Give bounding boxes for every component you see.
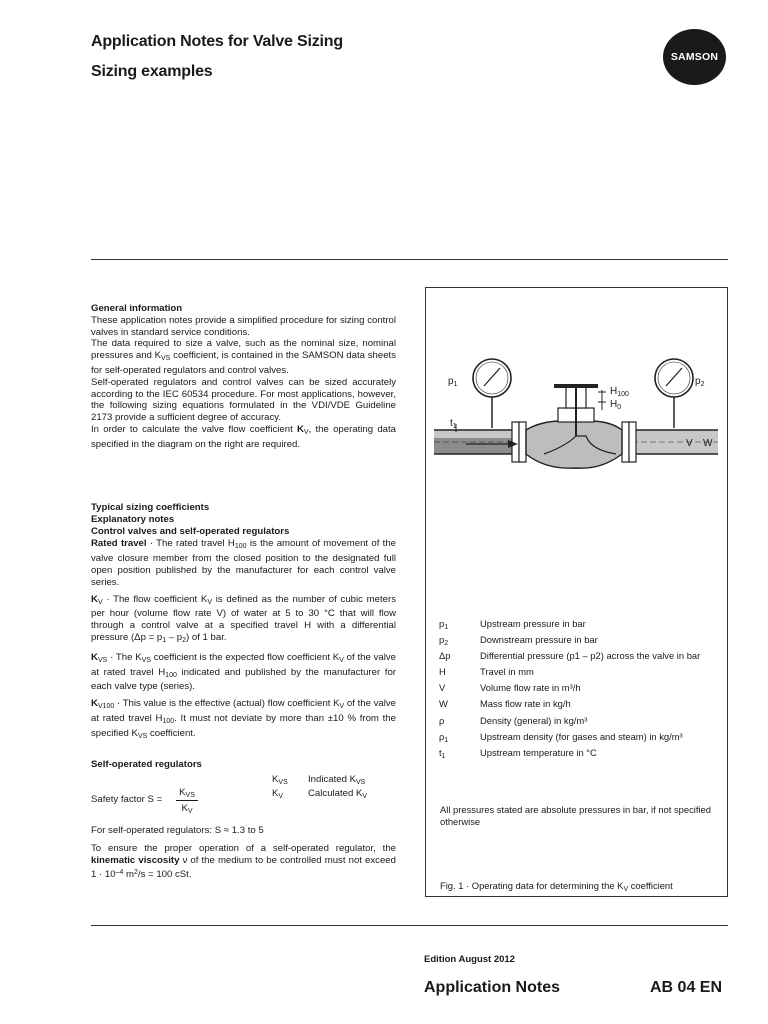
coefficients-section [91,502,396,743]
kvs-desc: Indicated K [308,774,357,785]
kv100-b: of the valve at rated travel H [91,698,396,724]
legend-sym-sub: 2 [444,640,449,648]
legend-sym [439,618,480,634]
visc-d: /s = 100 cSt. [137,868,192,880]
kvs-para [91,652,396,693]
general-p4k: K [296,423,304,435]
valve-crossbar [554,384,598,388]
p1-sub: 1 [453,381,458,388]
visc-sup2: 2 [134,868,138,876]
kvs-sym [272,774,308,786]
t1-sub: 1 [452,423,457,430]
legend-desc: Upstream density (for gases and steam) in kg/m³ [480,730,683,742]
legend-sym-text: W [439,698,448,710]
general-p1: These application notes provide a simplified procedure for sizing control valves in standard service conditions. [91,314,396,338]
legend-sym-text: V [439,682,446,694]
legend-row [439,666,700,682]
caption-a: Fig. 1 · Operating data for determining the K [440,880,624,891]
footer-series: Application Notes [424,979,561,996]
general-section [91,303,396,451]
kv100-sub: V [339,703,345,711]
legend-sym [439,747,480,763]
caption-b: coefficient [628,880,673,891]
kv-desc: Calculated K [308,788,363,799]
kv-c: – p [166,631,183,643]
kv-b: is defined as the number of cubic meters per hour (volume flow rate V) of water at 5 to 30 °C that will flow through a control valve at a specified travel H with a differential pressure (Δp = p [91,593,396,643]
legend-sym [439,682,480,698]
kv100-a: · This value is the effective (actual) flow coefficient K [114,698,340,710]
kv-label-sub: V [97,598,103,606]
top-divider [91,259,728,260]
kvs-label-sub: VS [97,656,108,664]
kv100-para [91,698,396,742]
legend-sym-sub: 1 [444,624,449,631]
legend-sym [439,650,480,666]
kvs-c: of the valve at rated travel H [91,651,396,678]
rated-travel-para [91,538,396,588]
kvs-desc-sub: VS [356,779,366,786]
kv100-sub3: VS [137,732,148,740]
legend-sym-text: ρ [439,730,445,742]
bottom-divider [91,925,728,926]
logo-text: SAMSON [670,51,719,63]
kv-label: K [91,593,98,605]
general-p2-end: coefficient, is contained in the SAMSON data sheets for self-operated regulators and control valves. [91,350,396,376]
pressure-note: All pressures stated are absolute pressures in bar, if not specified otherwise [440,804,711,827]
legend-sym-text: Δp [439,650,451,662]
legend-row [439,618,700,634]
kv-sym-sub: V [278,793,284,800]
legend-row [439,634,700,650]
legend-sym [439,666,480,682]
legend [439,618,700,763]
kv-para [91,594,396,647]
h100-sym: H [610,386,618,397]
rated-a: · The rated travel H [146,538,235,550]
general-p4 [91,424,396,451]
kv-sub2: 2 [182,636,187,644]
legend-desc: Mass flow rate in kg/h [480,698,571,710]
legend-sym-text: t [439,746,442,758]
visc-sup1: –4 [115,868,124,876]
legend-sym [439,731,480,747]
legend-row [439,715,700,731]
legend-row [439,650,700,666]
p2-sub: 2 [700,381,705,388]
kv100-label-sub: V100 [97,703,115,711]
caption-sub: V [623,886,629,893]
den-sub: V [187,808,193,815]
kv-sym [272,788,308,800]
visc-bold: kinematic viscosity [91,854,180,866]
flange-right-1 [622,422,629,462]
kv100-d: coefficient. [147,727,196,739]
kvs-sym-sub: VS [278,779,288,786]
legend-row [439,747,700,763]
visc-c: m [123,868,135,880]
self-operated-title: Self-operated regulators [91,759,202,770]
kvs-d: indicated and published by the manufacturer for each valve type (series). [91,666,396,693]
upstream-gauge-icon [473,359,511,397]
legend-desc: Differential pressure (p1 – p2) across the valve in bar [480,650,701,662]
legend-desc: Density (general) in kg/m³ [480,714,588,726]
visc-b: ν of the medium to be controlled must not exceed 1 · 10 [91,854,396,880]
figure-caption [440,880,673,893]
safety-fraction [176,787,198,815]
kv-sub1: 1 [162,636,167,644]
samson-logo [663,29,726,85]
legend-row [439,698,700,714]
general-p2 [91,338,396,376]
footer-code: AB 04 EN [650,979,723,996]
downstream-gauge-icon [655,359,693,397]
viscosity-para [91,843,396,880]
general-p4ksub: V [303,428,309,436]
legend-sym-text: p [439,618,445,629]
kvs-sub: VS [141,656,151,664]
legend-sym-text: ρ [439,714,445,726]
general-p2-sub: VS [161,355,171,363]
flange-right-2 [629,422,636,462]
general-p3: Self-operated regulators and control valves can be sized accurately according to the IEC 60534 procedure. For most applications, however, the following sizing equations formulated in the VDI/VDE Guideline 2173 provide a sufficient degree of accuracy. [91,376,396,424]
kv-sub: V [207,598,212,606]
kv100-c: . It must not deviate by more than ±10 % from the specified K [91,712,396,739]
legend-sym-sub: 1 [444,736,449,744]
flange-left-1 [512,422,519,462]
viscosity-text [91,843,396,880]
legend-row [439,731,700,747]
label-p2 [695,376,704,388]
kv-definition [272,788,402,800]
label-t1 [450,418,457,430]
kv-sym-k: K [272,788,279,799]
legend-desc: Downstream pressure in bar [480,634,598,646]
coefficients-title: Typical sizing coefficients [91,502,210,513]
page-title: Application Notes for Valve Sizing [91,33,343,50]
rated-b: is the amount of movement of the valve closure member from the closed position to the designated full open position published by the manufacturer for each control valve series. [91,538,397,588]
den-k: K [181,803,188,814]
valve-body [526,421,622,468]
legend-desc: Upstream temperature in °C [480,746,597,758]
visc-a: To ensure the proper operation of a self-operated regulator, the [91,843,396,854]
flange-left-2 [519,422,526,462]
general-p2-text: The data required to size a valve, such as the nominal size, nominal pressures and K [91,338,396,362]
kvs-b: coefficient is the expected flow coefficient K [150,651,340,663]
num-sub: VS [185,792,195,799]
legend-sym [439,698,480,714]
label-h0 [610,399,621,411]
general-p4b: , the operating data specified in the diagram on the right are required. [91,423,396,450]
num-k: K [179,787,186,798]
edition-date: Edition August 2012 [424,954,515,965]
kv-d: ) of 1 bar. [186,631,227,643]
label-p1 [448,376,457,388]
label-w: W [703,438,713,449]
rated-sub: 100 [234,543,247,551]
legend-sym-sub: 1 [441,752,446,760]
t1-sym: t [450,418,453,429]
selfop-range: For self-operated regulators: S ≈ 1.3 to 5 [91,825,264,836]
label-h100 [610,386,629,398]
page-subtitle: Sizing examples [91,63,213,80]
valve-diagram [426,350,726,490]
kv100-sub2: 100 [162,717,175,725]
legend-sym-text: H [439,666,446,678]
kv-a: · The flow coefficient K [102,593,208,605]
legend-sym [439,634,480,650]
kv100-label: K [91,698,98,710]
fraction-bar [176,800,198,801]
legend-desc: Volume flow rate in m³/h [480,682,581,694]
fraction-numerator [176,787,198,799]
control-valves-title: Control valves and self-operated regulators [91,525,290,537]
general-p4a: In order to calculate the valve flow coefficient [91,423,297,435]
legend-desc: Upstream pressure in bar [480,618,586,629]
kvs-a: · The K [107,651,142,663]
kvs-sub3: 100 [165,671,177,679]
safety-factor-label: Safety factor S = [91,794,163,805]
h0-sub: 0 [617,404,622,411]
legend-sym [439,715,480,731]
general-title: General information [91,303,183,314]
kv-desc-sub: V [362,793,368,800]
rated-travel-label: Rated travel [91,538,147,550]
kvs-sub2: V [339,656,344,664]
label-v: V [686,438,693,449]
explanatory-notes-title: Explanatory notes [91,513,175,525]
h0-sym: H [610,399,618,410]
h100-sub: 100 [617,391,629,398]
kvs-sym-k: K [272,774,279,785]
p1-sym: p [448,376,454,387]
legend-row [439,682,700,698]
legend-sym-text: p [439,634,445,646]
fraction-denominator [176,803,198,815]
kvs-definition [272,774,402,786]
p2-sym: p [695,376,701,387]
legend-desc: Travel in mm [480,666,534,678]
kvs-label: K [91,651,98,663]
